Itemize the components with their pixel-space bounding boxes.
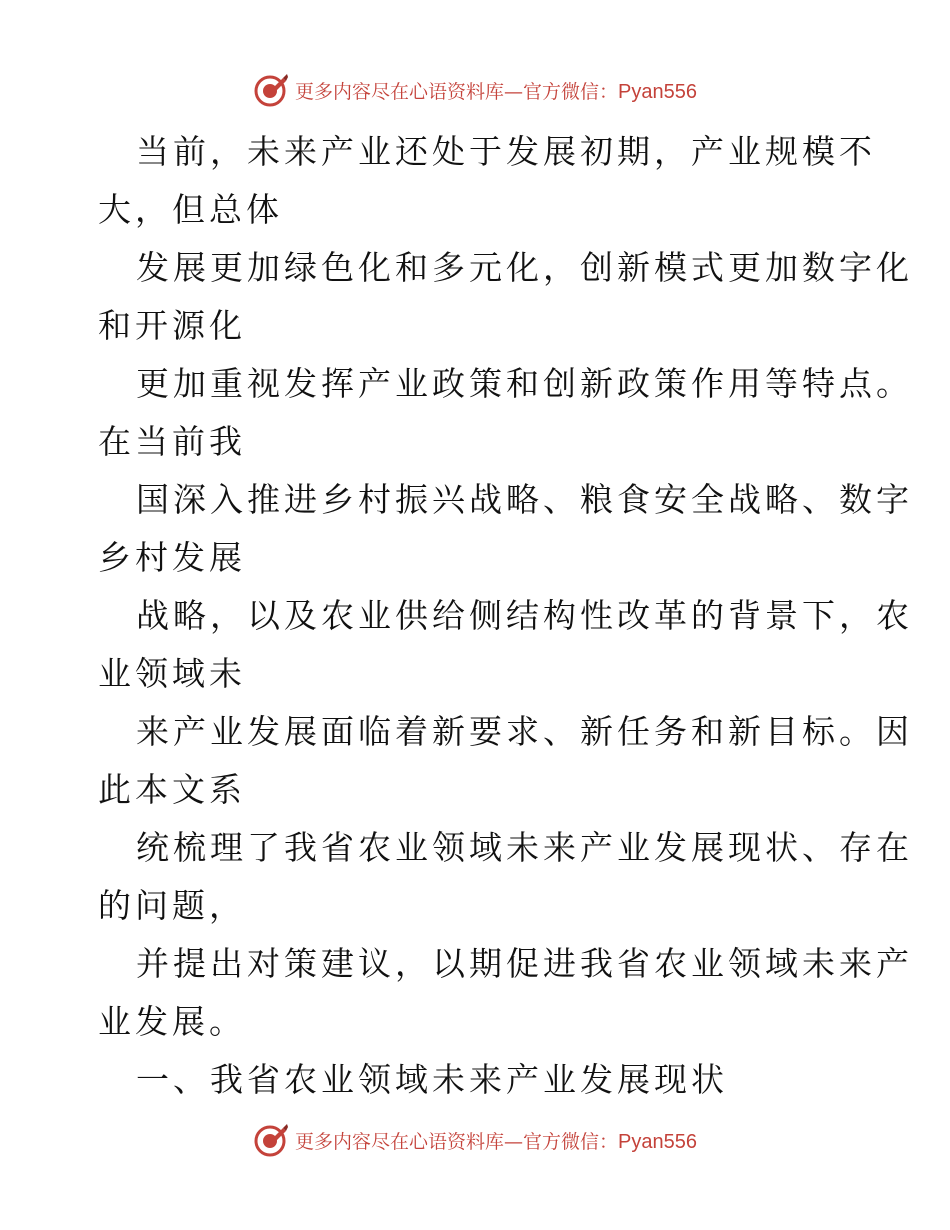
header-banner-wechat-id: Pyan556	[618, 80, 697, 103]
footer-banner-wechat-id: Pyan556	[618, 1130, 697, 1153]
text-line: 发展更加绿色化和多元化，创新模式更加数字化	[136, 248, 913, 287]
pen-nib-logo-icon	[253, 1122, 289, 1158]
footer-banner-text	[295, 1127, 697, 1154]
header-banner-wechat-label: 官方微信：	[523, 80, 619, 103]
text-line: 国深入推进乡村振兴战略、粮食安全战略、数字	[136, 480, 913, 519]
text-line: 和开源化	[98, 306, 246, 345]
header-banner-sep: —	[504, 80, 524, 103]
pen-nib-logo-icon	[253, 72, 289, 108]
text-line: 来产业发展面临着新要求、新任务和新目标。因	[136, 712, 913, 751]
text-line: 乡村发展	[98, 538, 246, 577]
document-body	[98, 123, 913, 1109]
text-line: 在当前我	[98, 422, 246, 461]
header-banner-text	[295, 77, 697, 104]
text-line: 战略，以及农业供给侧结构性改革的背景下，农	[136, 596, 913, 635]
text-line: 业领域未	[98, 654, 246, 693]
text-line: 更加重视发挥产业政策和创新政策作用等特点。	[136, 364, 913, 403]
header-banner	[0, 70, 950, 110]
text-line: 大，但总体	[98, 190, 283, 229]
footer-banner-wechat-label: 官方微信：	[523, 1130, 619, 1153]
text-line: 一、我省农业领域未来产业发展现状	[136, 1060, 728, 1099]
text-line: 业发展。	[98, 1002, 246, 1041]
footer-banner-main: 更多内容尽在心语资料库	[295, 1130, 505, 1153]
text-line: 统梳理了我省农业领域未来产业发展现状、存在	[136, 828, 913, 867]
footer-banner-sep: —	[504, 1130, 524, 1153]
text-line: 当前，未来产业还处于发展初期，产业规模不	[136, 132, 876, 171]
text-line: 并提出对策建议，以期促进我省农业领域未来产	[136, 944, 913, 983]
text-line: 的问题，	[98, 886, 246, 925]
footer-banner	[0, 1120, 950, 1160]
text-line: 此本文系	[98, 770, 246, 809]
header-banner-main: 更多内容尽在心语资料库	[295, 80, 505, 103]
